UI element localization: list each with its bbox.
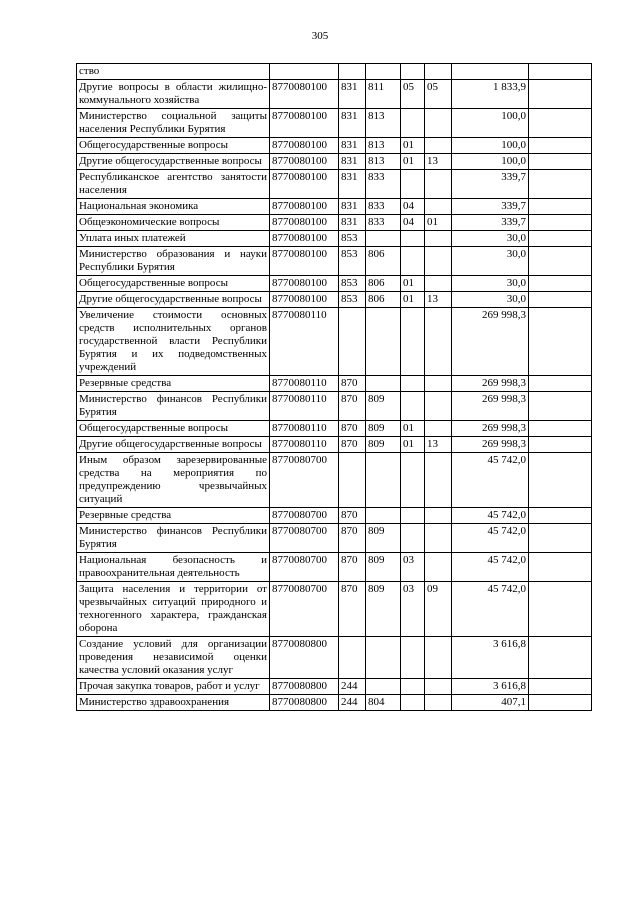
amount-cell [452,64,529,80]
empty-cell [529,247,592,276]
row-name-cell: Национальная безопасность и правоохранительная деятельность [77,553,270,582]
subsection-cell [425,308,452,376]
ministry-code-cell [366,453,401,508]
section-cell: 01 [401,421,425,437]
expense-type-cell: 831 [339,199,366,215]
subsection-cell [425,109,452,138]
ministry-code-cell: 833 [366,215,401,231]
table-row [77,199,592,215]
subsection-cell [425,138,452,154]
table-row [77,421,592,437]
section-cell [401,695,425,711]
row-name-cell: Министерство финансов Республики Бурятия [77,392,270,421]
empty-cell [529,154,592,170]
expense-type-cell: 853 [339,247,366,276]
amount-cell: 45 742,0 [452,582,529,637]
target-code-cell: 8770080800 [270,637,339,679]
amount-cell: 45 742,0 [452,508,529,524]
ministry-code-cell: 806 [366,247,401,276]
target-code-cell: 8770080100 [270,170,339,199]
row-name-cell: Другие общегосударственные вопросы [77,292,270,308]
empty-cell [529,138,592,154]
section-cell [401,170,425,199]
expense-type-cell: 870 [339,508,366,524]
table-row [77,109,592,138]
row-name-cell: Другие общегосударственные вопросы [77,154,270,170]
ministry-code-cell [366,231,401,247]
target-code-cell: 8770080110 [270,437,339,453]
expense-type-cell: 853 [339,292,366,308]
empty-cell [529,80,592,109]
target-code-cell: 8770080100 [270,276,339,292]
ministry-code-cell: 811 [366,80,401,109]
row-name-cell: Иным образом зарезервированные средства на мероприятия по предупреждению чрезвычайных ситуаций [77,453,270,508]
empty-cell [529,695,592,711]
table-row [77,524,592,553]
amount-cell: 30,0 [452,276,529,292]
ministry-code-cell: 809 [366,437,401,453]
amount-cell: 1 833,9 [452,80,529,109]
section-cell: 01 [401,276,425,292]
target-code-cell: 8770080100 [270,138,339,154]
expense-type-cell [339,637,366,679]
section-cell [401,508,425,524]
target-code-cell: 8770080100 [270,247,339,276]
table-row [77,308,592,376]
section-cell: 04 [401,199,425,215]
expense-type-cell: 831 [339,154,366,170]
ministry-code-cell: 833 [366,199,401,215]
section-cell [401,453,425,508]
table-row [77,215,592,231]
section-cell [401,392,425,421]
amount-cell: 100,0 [452,109,529,138]
subsection-cell [425,170,452,199]
row-name-cell: Общегосударственные вопросы [77,138,270,154]
amount-cell: 45 742,0 [452,524,529,553]
empty-cell [529,679,592,695]
table-row [77,170,592,199]
expense-type-cell: 831 [339,170,366,199]
row-name-cell: Общеэкономические вопросы [77,215,270,231]
section-cell: 03 [401,582,425,637]
expense-type-cell: 870 [339,376,366,392]
expense-type-cell: 831 [339,80,366,109]
expense-type-cell: 870 [339,437,366,453]
subsection-cell [425,276,452,292]
subsection-cell [425,199,452,215]
subsection-cell: 13 [425,437,452,453]
table-row [77,453,592,508]
empty-cell [529,453,592,508]
target-code-cell: 8770080100 [270,109,339,138]
row-name-cell: ство [77,64,270,80]
empty-cell [529,524,592,553]
section-cell [401,64,425,80]
empty-cell [529,199,592,215]
row-name-cell: Общегосударственные вопросы [77,421,270,437]
budget-table [76,63,592,711]
empty-cell [529,637,592,679]
row-name-cell: Национальная экономика [77,199,270,215]
ministry-code-cell [366,376,401,392]
ministry-code-cell: 813 [366,138,401,154]
amount-cell: 45 742,0 [452,553,529,582]
target-code-cell: 8770080100 [270,231,339,247]
amount-cell: 3 616,8 [452,679,529,695]
target-code-cell: 8770080100 [270,199,339,215]
amount-cell: 100,0 [452,138,529,154]
amount-cell: 30,0 [452,231,529,247]
row-name-cell: Увеличение стоимости основных средств исполнительных органов государственной власти Республики Бурятия и их подведомственных учреждений [77,308,270,376]
empty-cell [529,64,592,80]
subsection-cell [425,553,452,582]
subsection-cell: 05 [425,80,452,109]
ministry-code-cell [366,637,401,679]
ministry-code-cell: 813 [366,109,401,138]
subsection-cell [425,392,452,421]
row-name-cell: Министерство образования и науки Республики Бурятия [77,247,270,276]
section-cell [401,679,425,695]
section-cell [401,376,425,392]
table-row [77,292,592,308]
ministry-code-cell: 809 [366,524,401,553]
subsection-cell [425,508,452,524]
table-row [77,231,592,247]
expense-type-cell: 870 [339,582,366,637]
subsection-cell [425,421,452,437]
ministry-code-cell: 806 [366,276,401,292]
amount-cell: 339,7 [452,170,529,199]
row-name-cell: Республиканское агентство занятости населения [77,170,270,199]
empty-cell [529,276,592,292]
table-row [77,695,592,711]
section-cell: 01 [401,138,425,154]
section-cell [401,247,425,276]
section-cell [401,231,425,247]
ministry-code-cell: 809 [366,392,401,421]
ministry-code-cell: 809 [366,582,401,637]
section-cell [401,637,425,679]
target-code-cell: 8770080700 [270,453,339,508]
table-row [77,376,592,392]
ministry-code-cell [366,64,401,80]
target-code-cell: 8770080700 [270,524,339,553]
subsection-cell [425,524,452,553]
table-row [77,154,592,170]
table-row [77,247,592,276]
section-cell: 04 [401,215,425,231]
empty-cell [529,308,592,376]
table-row [77,392,592,421]
amount-cell: 100,0 [452,154,529,170]
ministry-code-cell: 833 [366,170,401,199]
target-code-cell: 8770080800 [270,695,339,711]
ministry-code-cell: 809 [366,421,401,437]
subsection-cell: 13 [425,292,452,308]
ministry-code-cell: 813 [366,154,401,170]
table-row [77,437,592,453]
section-cell: 05 [401,80,425,109]
amount-cell: 339,7 [452,199,529,215]
subsection-cell: 09 [425,582,452,637]
row-name-cell: Уплата иных платежей [77,231,270,247]
expense-type-cell: 244 [339,679,366,695]
expense-type-cell: 870 [339,524,366,553]
expense-type-cell [339,308,366,376]
table-row [77,508,592,524]
target-code-cell: 8770080110 [270,421,339,437]
target-code-cell: 8770080700 [270,553,339,582]
expense-type-cell: 831 [339,109,366,138]
ministry-code-cell [366,508,401,524]
expense-type-cell [339,64,366,80]
empty-cell [529,231,592,247]
row-name-cell: Общегосударственные вопросы [77,276,270,292]
subsection-cell [425,376,452,392]
ministry-code-cell [366,308,401,376]
target-code-cell [270,64,339,80]
row-name-cell: Министерство финансов Республики Бурятия [77,524,270,553]
target-code-cell: 8770080100 [270,154,339,170]
table-row [77,637,592,679]
empty-cell [529,170,592,199]
section-cell [401,109,425,138]
section-cell: 01 [401,292,425,308]
target-code-cell: 8770080110 [270,376,339,392]
expense-type-cell [339,453,366,508]
target-code-cell: 8770080700 [270,582,339,637]
target-code-cell: 8770080110 [270,308,339,376]
expense-type-cell: 853 [339,231,366,247]
row-name-cell: Прочая закупка товаров, работ и услуг [77,679,270,695]
subsection-cell [425,64,452,80]
expense-type-cell: 870 [339,392,366,421]
row-name-cell: Другие общегосударственные вопросы [77,437,270,453]
target-code-cell: 8770080100 [270,292,339,308]
subsection-cell: 13 [425,154,452,170]
target-code-cell: 8770080100 [270,80,339,109]
table-row [77,64,592,80]
table-row [77,138,592,154]
ministry-code-cell: 806 [366,292,401,308]
empty-cell [529,437,592,453]
subsection-cell [425,247,452,276]
section-cell [401,524,425,553]
page-number: 305 [311,30,329,42]
expense-type-cell: 244 [339,695,366,711]
target-code-cell: 8770080700 [270,508,339,524]
empty-cell [529,421,592,437]
expense-type-cell: 853 [339,276,366,292]
amount-cell: 269 998,3 [452,437,529,453]
table-row [77,553,592,582]
amount-cell: 30,0 [452,247,529,276]
expense-type-cell: 831 [339,138,366,154]
empty-cell [529,376,592,392]
ministry-code-cell: 804 [366,695,401,711]
amount-cell: 269 998,3 [452,376,529,392]
empty-cell [529,109,592,138]
target-code-cell: 8770080100 [270,215,339,231]
empty-cell [529,508,592,524]
row-name-cell: Создание условий для организации проведения независимой оценки качества условий оказания услуг [77,637,270,679]
expense-type-cell: 870 [339,553,366,582]
row-name-cell: Министерство социальной защиты населения Республики Бурятия [77,109,270,138]
table-row [77,582,592,637]
section-cell: 03 [401,553,425,582]
section-cell: 01 [401,154,425,170]
ministry-code-cell: 809 [366,553,401,582]
empty-cell [529,292,592,308]
expense-type-cell: 870 [339,421,366,437]
subsection-cell [425,231,452,247]
subsection-cell [425,695,452,711]
expense-type-cell: 831 [339,215,366,231]
table-row [77,679,592,695]
target-code-cell: 8770080110 [270,392,339,421]
target-code-cell: 8770080800 [270,679,339,695]
row-name-cell: Защита населения и территории от чрезвычайных ситуаций природного и техногенного характера, гражданская оборона [77,582,270,637]
amount-cell: 3 616,8 [452,637,529,679]
amount-cell: 269 998,3 [452,421,529,437]
empty-cell [529,215,592,231]
section-cell [401,308,425,376]
amount-cell: 339,7 [452,215,529,231]
row-name-cell: Другие вопросы в области жилищно-коммунального хозяйства [77,80,270,109]
subsection-cell: 01 [425,215,452,231]
ministry-code-cell [366,679,401,695]
amount-cell: 269 998,3 [452,308,529,376]
row-name-cell: Министерство здравоохранения [77,695,270,711]
section-cell: 01 [401,437,425,453]
amount-cell: 45 742,0 [452,453,529,508]
subsection-cell [425,679,452,695]
subsection-cell [425,637,452,679]
table-row [77,276,592,292]
row-name-cell: Резервные средства [77,376,270,392]
amount-cell: 407,1 [452,695,529,711]
empty-cell [529,392,592,421]
amount-cell: 269 998,3 [452,392,529,421]
table-row [77,80,592,109]
amount-cell: 30,0 [452,292,529,308]
empty-cell [529,582,592,637]
subsection-cell [425,453,452,508]
row-name-cell: Резервные средства [77,508,270,524]
empty-cell [529,553,592,582]
